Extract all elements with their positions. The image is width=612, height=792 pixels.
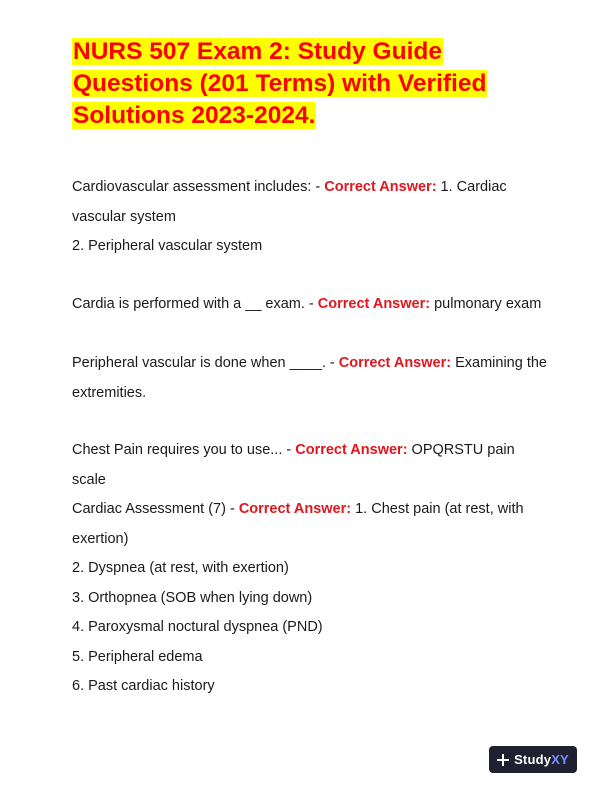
correct-answer-label: Correct Answer: — [338, 355, 452, 371]
answer-text: pulmonary exam — [430, 296, 542, 312]
answer-line: 4. Paroxysmal noctural dyspnea (PND) — [72, 619, 323, 635]
answer-text: Examining the extremities. — [72, 355, 547, 401]
answer-line: 5. Peripheral edema — [72, 648, 203, 665]
answer-line: 6. Past cardiac history — [72, 678, 215, 694]
question-text: Cardiac Assessment (7) - — [72, 501, 239, 517]
document-title-text: NURS 507 Exam 2: Study Guide Questions (201 Terms) with Verified Solutions 2023-2024. — [73, 38, 487, 129]
answer-text: OPQRSTU pain scale — [72, 442, 515, 488]
document-title — [72, 36, 542, 132]
correct-answer-label: Correct Answer: — [324, 179, 437, 195]
answer-line: 3. Orthopnea (SOB when lying down) — [72, 589, 313, 606]
brand-name — [514, 752, 569, 767]
qa-item — [72, 290, 552, 320]
correct-answer-label: Correct Answer: — [295, 442, 408, 458]
qa-item — [72, 349, 552, 408]
studyxy-logo[interactable] — [489, 746, 577, 773]
question-text: Cardia is performed with a __ exam. - — [72, 296, 318, 312]
correct-answer-label: Correct Answer: — [238, 501, 352, 517]
answer-line: 2. Peripheral vascular system — [72, 238, 263, 254]
correct-answer-label: Correct Answer: — [317, 296, 431, 312]
question-text: Cardiovascular assessment includes: - — [72, 179, 325, 195]
qa-item — [72, 495, 552, 702]
brand-name-main: Study — [514, 752, 552, 767]
qa-item — [72, 173, 552, 262]
qa-item — [72, 436, 552, 495]
answer-text: 1. Cardiac vascular system — [72, 179, 507, 225]
answer-text: 1. Chest pain (at rest, with exertion) — [72, 501, 524, 547]
question-text: Peripheral vascular is done when ____. - — [72, 355, 339, 371]
plus-icon — [497, 754, 509, 766]
answer-line: 2. Dyspnea (at rest, with exertion) — [72, 560, 289, 576]
question-text: Chest Pain requires you to use... - — [72, 442, 296, 458]
brand-name-accent: XY — [551, 752, 569, 767]
